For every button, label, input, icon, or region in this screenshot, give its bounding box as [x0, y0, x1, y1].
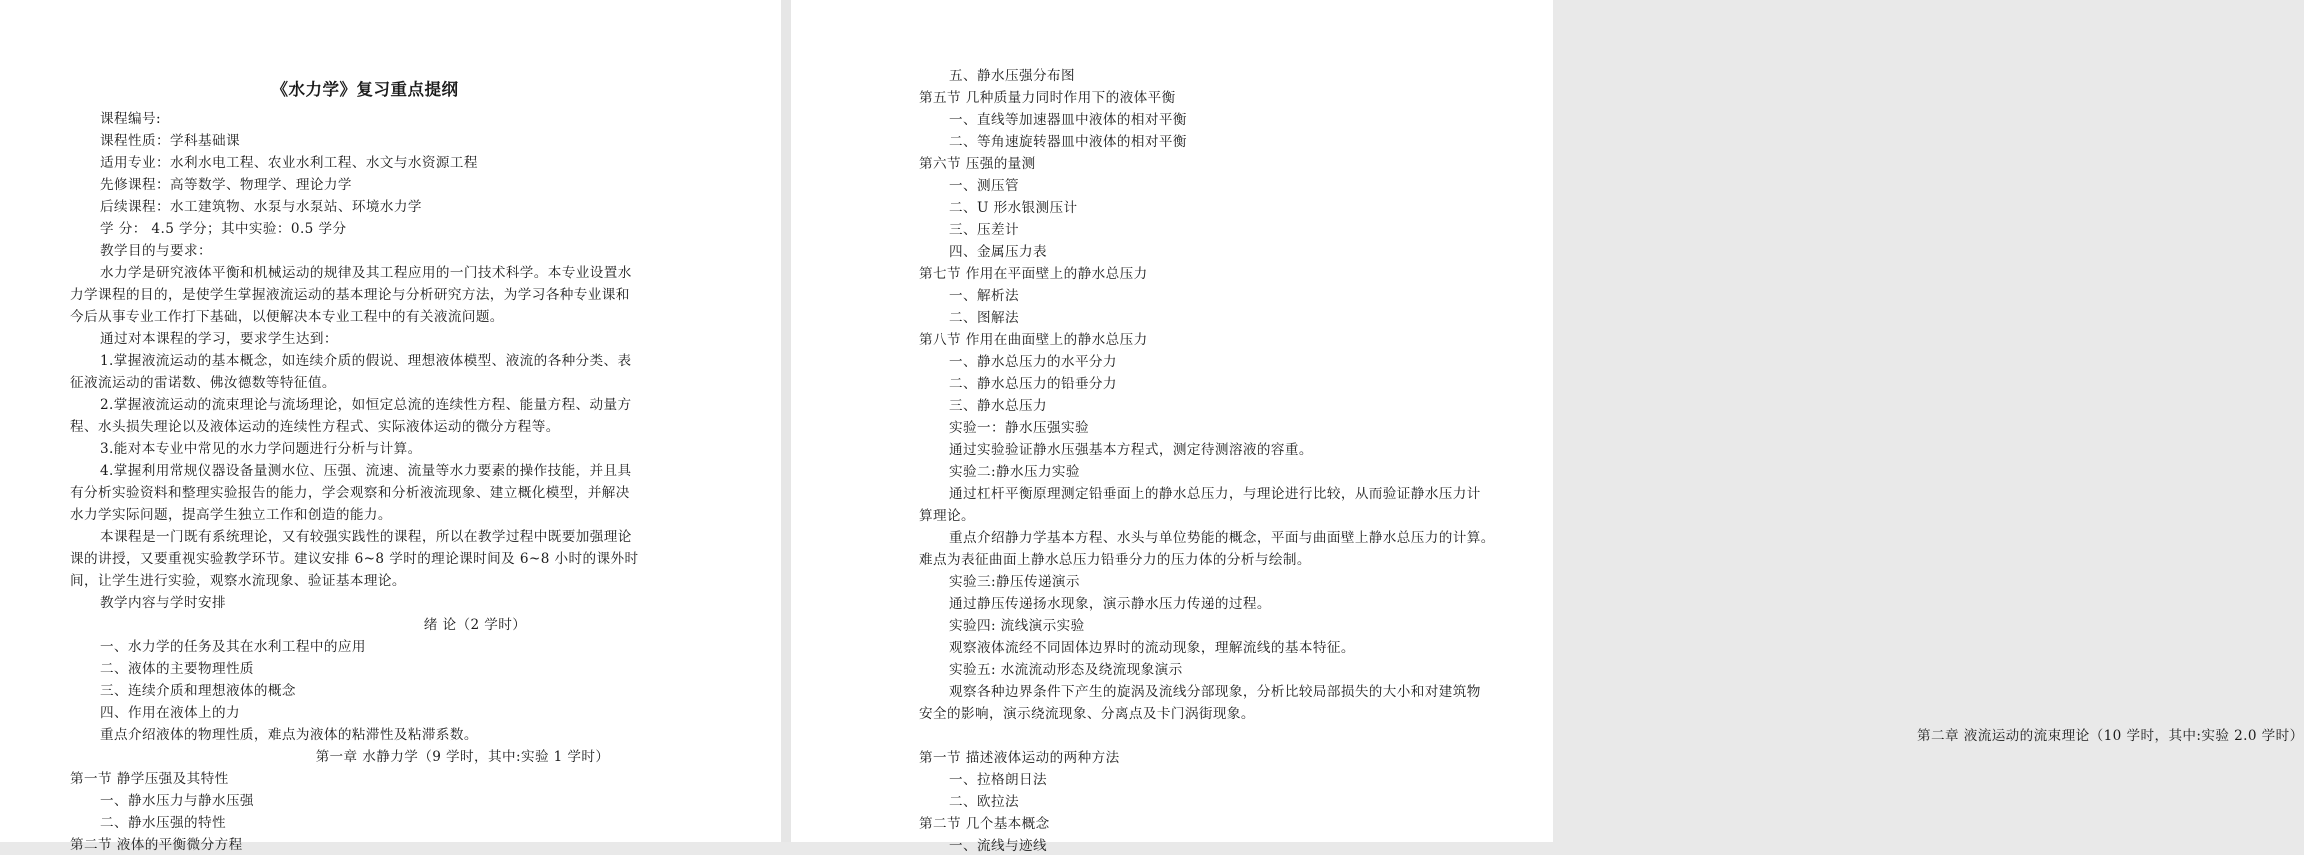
text-line: 一、静水总压力的水平分力: [949, 354, 1117, 370]
text-line: 三、连续介质和理想液体的概念: [100, 683, 296, 699]
text-line: 算理论。: [919, 508, 975, 524]
text-line: 一、水力学的任务及其在水利工程中的应用: [100, 639, 366, 655]
text-line: 课程性质：学科基础课: [100, 133, 240, 149]
text-line: 二、液体的主要物理性质: [100, 661, 254, 677]
text-line: 一、静水压力与静水压强: [100, 793, 254, 809]
text-line: 重点介绍液体的物理性质，难点为液体的粘滞性及粘滞系数。: [100, 727, 478, 743]
text-line: 3.能对本专业中常见的水力学问题进行分析与计算。: [100, 441, 422, 457]
text-line: 教学目的与要求：: [100, 243, 212, 259]
text-line: 第七节 作用在平面壁上的静水总压力: [919, 266, 1148, 282]
text-line: 后续课程：水工建筑物、水泵与水泵站、环境水力学: [100, 199, 422, 215]
text-line: 二、静水压强的特性: [100, 815, 226, 831]
text-line: 实验二:静水压力实验: [949, 464, 1080, 480]
text-line: 三、静水总压力: [949, 398, 1047, 414]
text-line: 适用专业：水利水电工程、农业水利工程、水文与水资源工程: [100, 155, 478, 171]
text-line: 二、等角速旋转器皿中液体的相对平衡: [949, 134, 1187, 150]
text-line: 观察液体流经不同固体边界时的流动现象，理解流线的基本特征。: [949, 640, 1355, 656]
text-line: 二、U 形水银测压计: [949, 200, 1078, 216]
text-line: 通过对本课程的学习，要求学生达到：: [100, 331, 338, 347]
text-line: 间，让学生进行实验，观察水流现象、验证基本理论。: [70, 573, 406, 589]
text-line: 实验四: 流线演示实验: [949, 618, 1085, 634]
text-line: 教学内容与学时安排: [100, 595, 226, 611]
text-line: 观察各种边界条件下产生的旋涡及流线分部现象，分析比较局部损失的大小和对建筑物: [949, 684, 1481, 700]
text-line: 课程编号:: [100, 111, 161, 127]
text-line: 二、欧拉法: [949, 794, 1019, 810]
text-line: 二、图解法: [949, 310, 1019, 326]
text-line: 通过杠杆平衡原理测定铅垂面上的静水总压力，与理论进行比较，从而验证静水压力计: [949, 486, 1481, 502]
text-line: 四、金属压力表: [949, 244, 1047, 260]
text-line: 实验一：静水压强实验: [949, 420, 1089, 436]
text-line: 力学课程的目的，是使学生掌握液流运动的基本理论与分析研究方法，为学习各种专业课和: [70, 287, 630, 303]
text-line: 程、水头损失理论以及液体运动的连续性方程式、实际液体运动的微分方程等。: [70, 419, 560, 435]
text-line: 第八节 作用在曲面壁上的静水总压力: [919, 332, 1148, 348]
text-line: 实验三:静压传递演示: [949, 574, 1080, 590]
document-page-right: [791, 0, 2304, 854]
text-line: 第二节 液体的平衡微分方程: [70, 837, 243, 853]
text-line: 第一节 描述液体运动的两种方法: [919, 750, 1120, 766]
text-line: 第一节 静学压强及其特性: [70, 771, 229, 787]
text-line: 2.掌握液流运动的流束理论与流场理论，如恒定总流的连续性方程、能量方程、动量方: [100, 397, 632, 413]
document-page-left: [0, 0, 781, 853]
text-line: 水力学实际问题，提高学生独立工作和创造的能力。: [70, 507, 392, 523]
text-line: 1.掌握液流运动的基本概念，如连续介质的假说、理想液体模型、液流的各种分类、表: [100, 353, 632, 369]
text-line: 有分析实验资料和整理实验报告的能力，学会观察和分析液流现象、建立概化模型，并解决: [70, 485, 630, 501]
text-line: 一、直线等加速器皿中液体的相对平衡: [949, 112, 1187, 128]
text-line: 第一章 水静力学（9 学时，其中:实验 1 学时）: [315, 749, 610, 765]
text-line: 一、测压管: [949, 178, 1019, 194]
text-line: 一、解析法: [949, 288, 1019, 304]
text-line: 一、拉格朗日法: [949, 772, 1047, 788]
text-line: 第六节 压强的量测: [919, 156, 1036, 172]
text-line: 安全的影响，演示绕流现象、分离点及卡门涡街现象。: [919, 706, 1255, 722]
text-line: 今后从事专业工作打下基础，以便解决本专业工程中的有关液流问题。: [70, 309, 504, 325]
text-line: 五、静水压强分布图: [949, 68, 1075, 84]
text-line: 第二节 几个基本概念: [919, 816, 1050, 832]
text-line: 三、压差计: [949, 222, 1019, 238]
text-line: 一、流线与迹线: [949, 838, 1047, 854]
text-line: 绪 论（2 学时）: [423, 617, 527, 633]
text-line: 二、静水总压力的铅垂分力: [949, 376, 1117, 392]
document-title: 《水力学》复习重点提纲: [271, 80, 459, 99]
text-line: 四、作用在液体上的力: [100, 705, 240, 721]
text-line: 水力学是研究液体平衡和机械运动的规律及其工程应用的一门技术科学。本专业设置水: [100, 265, 632, 281]
text-line: 实验五: 水流流动形态及绕流现象演示: [949, 662, 1183, 678]
text-line: 学 分： 4.5 学分；其中实验：0.5 学分: [100, 221, 347, 237]
text-line: 第五节 几种质量力同时作用下的液体平衡: [919, 90, 1176, 106]
text-line: 本课程是一门既有系统理论，又有较强实践性的课程，所以在教学过程中既要加强理论: [100, 529, 632, 545]
text-line: 4.掌握利用常规仪器设备量测水位、压强、流速、流量等水力要素的操作技能，并且具: [100, 463, 632, 479]
text-line: 先修课程：高等数学、物理学、理论力学: [100, 177, 352, 193]
text-line: 课的讲授，又要重视实验教学环节。建议安排 6~8 学时的理论课时间及 6~8 小时的课外时: [70, 551, 639, 567]
text-line: 通过实验验证静水压强基本方程式，测定待测溶液的容重。: [949, 442, 1313, 458]
text-line: 重点介绍静力学基本方程、水头与单位势能的概念，平面与曲面壁上静水总压力的计算。: [949, 530, 1495, 546]
text-line: 通过静压传递扬水现象，演示静水压力传递的过程。: [949, 596, 1271, 612]
text-line: 难点为表征曲面上静水总压力铅垂分力的压力体的分析与绘制。: [919, 552, 1311, 568]
page-gap: [781, 0, 791, 842]
text-line: 第二章 液流运动的流束理论（10 学时，其中:实验 2.0 学时）: [1917, 728, 2304, 744]
text-line: 征液流运动的雷诺数、佛汝德数等特征值。: [70, 375, 336, 391]
